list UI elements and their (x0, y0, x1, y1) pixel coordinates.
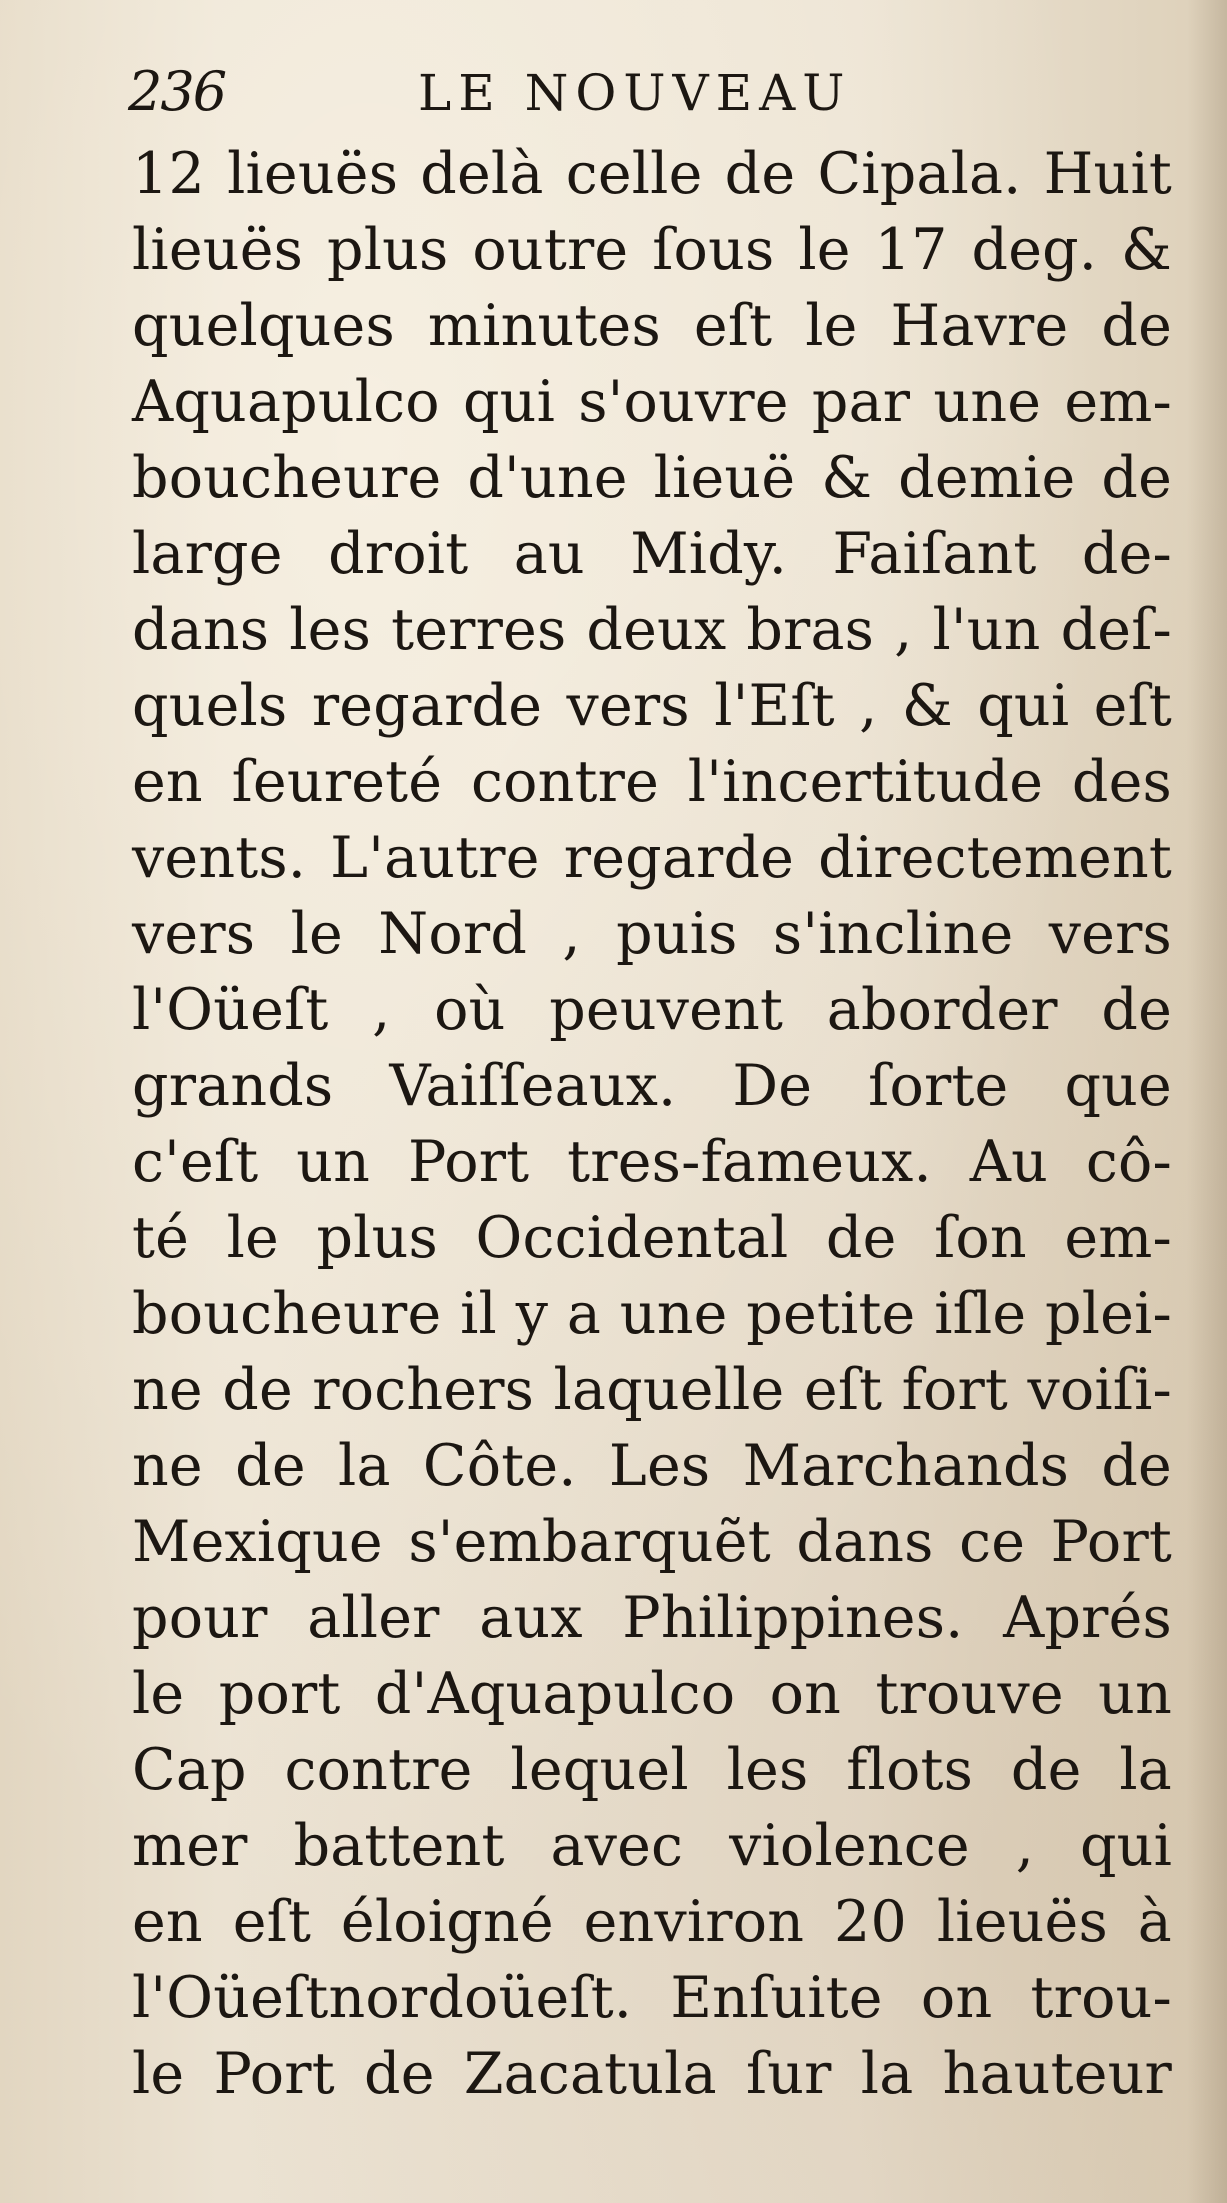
text-line: quelques minutes eſt le Havre de (132, 293, 1172, 359)
text-line: vents. L'autre regarde directement (132, 825, 1172, 891)
running-head: LE NOUVEAU (418, 64, 852, 122)
text-line: lieuës plus outre ſous le 17 deg. & (132, 217, 1172, 283)
text-line: té le plus Occidental de ſon em- (132, 1205, 1172, 1271)
text-line: Aquapulco qui s'ouvre par une em- (132, 369, 1172, 435)
page-header (128, 60, 1128, 130)
text-line: le port d'Aquapulco on trouve un (132, 1661, 1172, 1727)
text-line: vers le Nord , puis s'incline vers (132, 901, 1172, 967)
text-line: l'Oüeſt , où peuvent aborder de (132, 977, 1172, 1043)
text-line: pour aller aux Philippines. Aprés (132, 1585, 1172, 1651)
text-line: grands Vaiſſeaux. De ſorte que (132, 1053, 1172, 1119)
text-line: le Port de Zacatula ſur la hauteur (132, 2041, 1172, 2107)
text-line: dans les terres deux bras , l'un deſ- (132, 597, 1172, 663)
text-line: l'Oüeſtnordoüeſt. Enſuite on trou- (132, 1965, 1172, 2031)
text-line: Mexique s'embarquẽt dans ce Port (132, 1509, 1172, 1575)
body-text (132, 136, 1172, 2112)
text-line: en eſt éloigné environ 20 lieuës à (132, 1889, 1172, 1955)
text-line: quels regarde vers l'Eſt , & qui eſt (132, 673, 1172, 739)
text-line: ne de la Côte. Les Marchands de (132, 1433, 1172, 1499)
page-edge-shadow (1187, 0, 1227, 2203)
text-line: 12 lieuës delà celle de Cipala. Huit (132, 141, 1172, 207)
text-line: mer battent avec violence , qui (132, 1813, 1172, 1879)
text-line: Cap contre lequel les flots de la (132, 1737, 1172, 1803)
text-line: boucheure il y a une petite iſle plei- (132, 1281, 1172, 1347)
text-line: boucheure d'une lieuë & demie de (132, 445, 1172, 511)
text-line: c'eſt un Port tres-fameux. Au cô- (132, 1129, 1172, 1195)
text-line: ne de rochers laquelle eſt fort voiſi- (132, 1357, 1172, 1423)
page-number: 236 (128, 60, 226, 123)
text-line: en ſeureté contre l'incertitude des (132, 749, 1172, 815)
text-line: large droit au Midy. Faiſant de- (132, 521, 1172, 587)
